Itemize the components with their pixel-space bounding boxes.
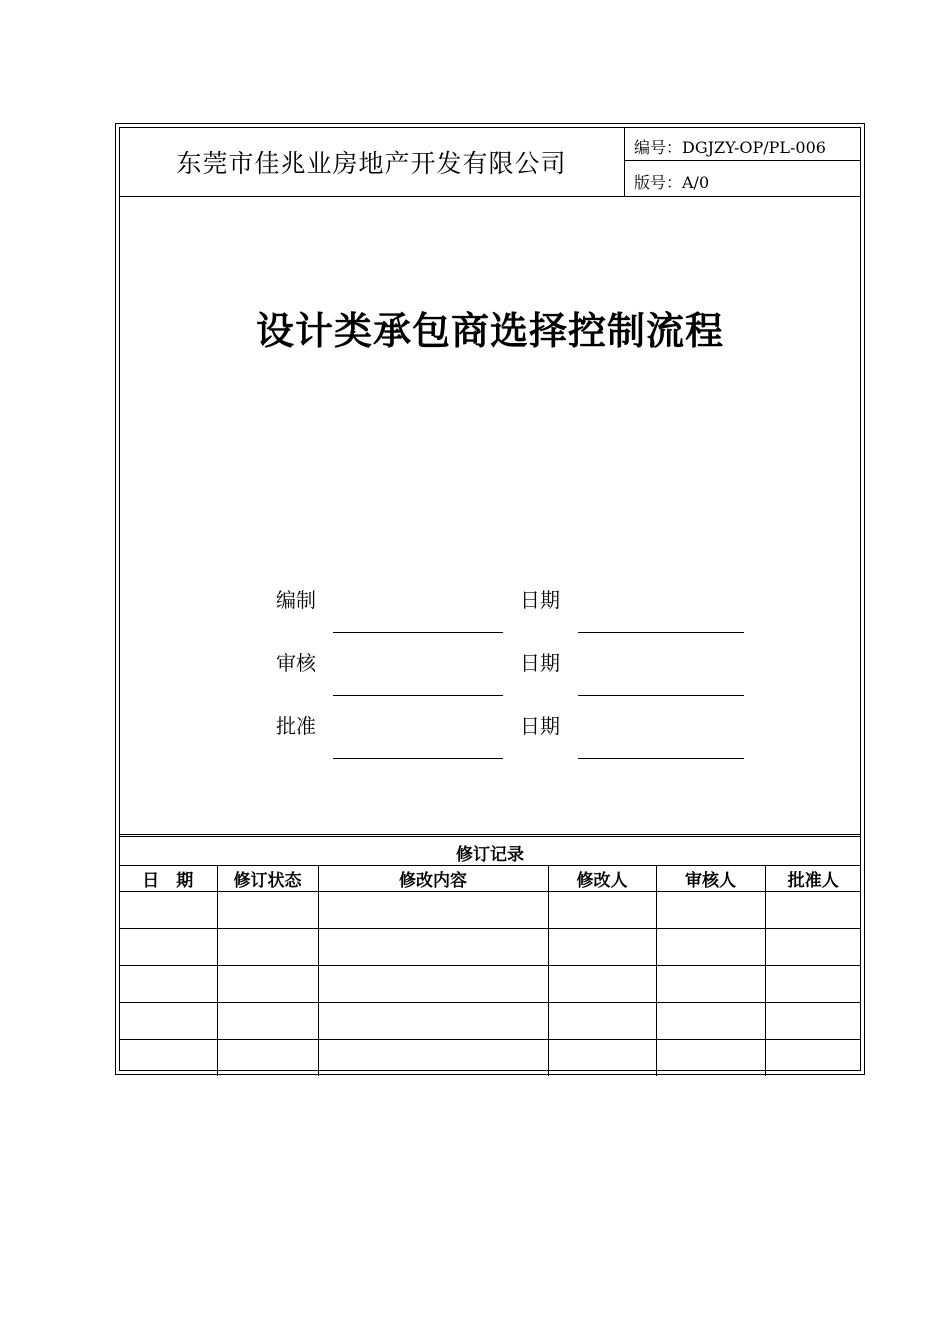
table-row — [119, 1040, 861, 1077]
review-date-line — [578, 695, 744, 696]
table-row — [119, 966, 861, 1003]
approve-date-label: 日期 — [520, 714, 560, 738]
compile-signature-line — [333, 632, 503, 633]
col-reviewer: 审核人 — [656, 866, 765, 892]
review-date-label: 日期 — [520, 651, 560, 675]
compile-date-line — [578, 632, 744, 633]
table-row — [119, 929, 861, 966]
col-date: 日 期 — [119, 866, 217, 892]
col-modifier: 修改人 — [548, 866, 656, 892]
company-name: 东莞市佳兆业房地产开发有限公司 — [176, 148, 567, 178]
table-row — [119, 892, 861, 929]
document-code: 编号：DGJZY-OP/PL-006 — [634, 138, 826, 157]
revision-header-row — [119, 866, 861, 892]
col-approver: 批准人 — [765, 866, 861, 892]
review-signature-line — [333, 695, 503, 696]
approve-label: 批准 — [276, 714, 316, 738]
revision-title: 修订记录 — [456, 845, 524, 865]
approve-date-line — [578, 758, 744, 759]
compile-label: 编制 — [276, 588, 316, 612]
approve-signature-line — [333, 758, 503, 759]
review-label: 审核 — [276, 651, 316, 675]
revision-top-double-rule — [119, 834, 861, 837]
header-vertical-divider — [624, 127, 625, 197]
table-row — [119, 1003, 861, 1040]
document-title: 设计类承包商选择控制流程 — [255, 308, 724, 353]
compile-date-label: 日期 — [520, 588, 560, 612]
header-meta-divider — [624, 160, 861, 161]
document-version: 版号：A/0 — [634, 173, 710, 192]
col-content: 修改内容 — [318, 866, 548, 892]
col-status: 修订状态 — [217, 866, 318, 892]
revision-table — [119, 865, 861, 1076]
header-divider — [119, 196, 861, 197]
